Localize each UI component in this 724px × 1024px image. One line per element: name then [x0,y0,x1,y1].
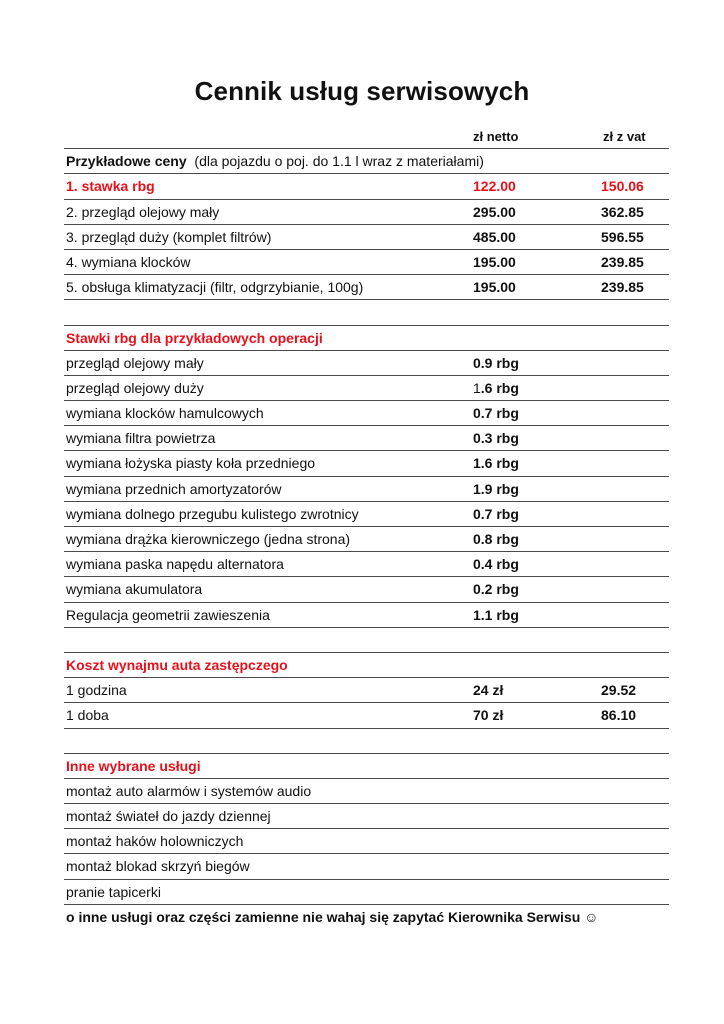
section-heading: Koszt wynajmu auta zastępczego [66,656,288,673]
price-netto: 485.00 [473,228,516,245]
operation-label: wymiana łożyska piasty koła przedniego [66,455,316,472]
footer-note: o inne usługi oraz części zamienne nie wahaj się zapytać Kierownika Serwisu ☺ [66,908,599,925]
price-vat: 29.52 [601,682,637,699]
operation-label: wymiana przednich amortyzatorów [66,480,282,497]
col-header-netto: zł netto [473,129,519,144]
service-label: 2. przegląd olejowy mały [66,203,220,220]
list-item [64,804,669,829]
table-row [64,527,669,552]
rbg-value-rest: .6 rbg [480,379,519,396]
col-header-vat: zł z vat [603,129,646,144]
operation-label: wymiana drążka kierowniczego (jedna strona) [66,531,351,547]
list-item [64,854,669,879]
table-row [64,275,669,300]
price-netto: 122.00 [473,178,516,195]
table-row [64,225,669,250]
table-row [64,552,669,577]
operation-label: przegląd olejowy mały [66,354,204,371]
service-label: 4. wymiana klocków [66,253,191,270]
price-table [64,124,669,930]
service-label: montaż haków holowniczych [66,833,244,850]
table-row [64,603,669,628]
column-header-row [64,124,669,149]
table-row [64,451,669,476]
table-row [64,351,669,376]
list-item [64,880,669,905]
rbg-value: 0.3 rbg [473,430,519,447]
rbg-value-lead: 1 [473,379,481,396]
price-netto: 24 zł [473,682,504,699]
section-heading-other-services [64,754,669,779]
service-label: 5. obsługa klimatyzacji (filtr, odgrzybianie, 100g) [66,279,364,296]
price-vat: 150.06 [601,178,644,195]
footer-note-row [64,905,669,930]
rbg-value: 0.7 rbg [473,505,519,522]
table-row [64,401,669,426]
rbg-value: 0.4 rbg [473,556,519,573]
page-title: Cennik usług serwisowych [194,76,530,106]
table-row [64,250,669,275]
price-vat: 362.85 [601,203,644,220]
operation-label: wymiana filtra powietrza [66,430,216,447]
service-label: montaż świateł do jazdy dziennej [66,808,271,825]
table-row [64,200,669,225]
rental-period-label: 1 doba [66,707,109,724]
price-netto: 195.00 [473,279,516,296]
table-row [64,426,669,451]
price-netto: 70 zł [473,707,504,724]
rbg-value [473,376,519,401]
rbg-value: 1.6 rbg [473,455,519,472]
table-row [64,376,669,401]
rbg-value: 0.7 rbg [473,405,519,422]
rbg-value: 0.8 rbg [473,531,519,547]
section-heading-note: (dla pojazdu o poj. do 1.1 l wraz z materiałami) [194,153,484,170]
operation-label: przegląd olejowy duży [66,379,204,396]
rbg-value: 1.1 rbg [473,606,519,623]
section-heading: Inne wybrane usługi [66,757,201,774]
table-row [64,678,669,703]
section-heading-rbg-rates [64,326,669,351]
operation-label: wymiana akumulatora [66,581,203,598]
section-heading-replacement-car [64,653,669,678]
service-label: montaż blokad skrzyń biegów [66,858,250,875]
operation-label: Regulacja geometrii zawieszenia [66,606,270,623]
operation-label: wymiana klocków hamulcowych [66,405,264,422]
spacer-row [64,300,669,325]
price-vat: 596.55 [601,228,644,245]
table-row [64,477,669,502]
rbg-value: 0.9 rbg [473,354,519,371]
spacer-row [64,729,669,754]
rbg-value: 0.2 rbg [473,581,519,598]
operation-label: wymiana paska napędu alternatora [66,556,284,573]
table-row [64,502,669,527]
service-label: pranie tapicerki [66,883,161,900]
section-heading-bold: Przykładowe ceny [66,153,187,170]
service-label: 1. stawka rbg [66,178,155,195]
price-netto: 295.00 [473,203,516,220]
table-row [64,703,669,728]
price-netto: 195.00 [473,253,516,270]
price-vat: 239.85 [601,253,644,270]
table-row [64,174,669,199]
rental-period-label: 1 godzina [66,682,127,699]
section-heading: Stawki rbg dla przykładowych operacji [66,329,323,346]
rbg-value: 1.9 rbg [473,480,519,497]
list-item [64,829,669,854]
operation-label: wymiana dolnego przegubu kulistego zwrotnicy [66,505,359,522]
service-label: montaż auto alarmów i systemów audio [66,782,312,799]
price-vat: 239.85 [601,279,644,296]
service-label: 3. przegląd duży (komplet filtrów) [66,228,272,245]
price-vat: 86.10 [601,707,637,724]
table-row [64,577,669,602]
section-heading-example-prices [64,149,669,174]
list-item [64,779,669,804]
spacer-row [64,628,669,653]
